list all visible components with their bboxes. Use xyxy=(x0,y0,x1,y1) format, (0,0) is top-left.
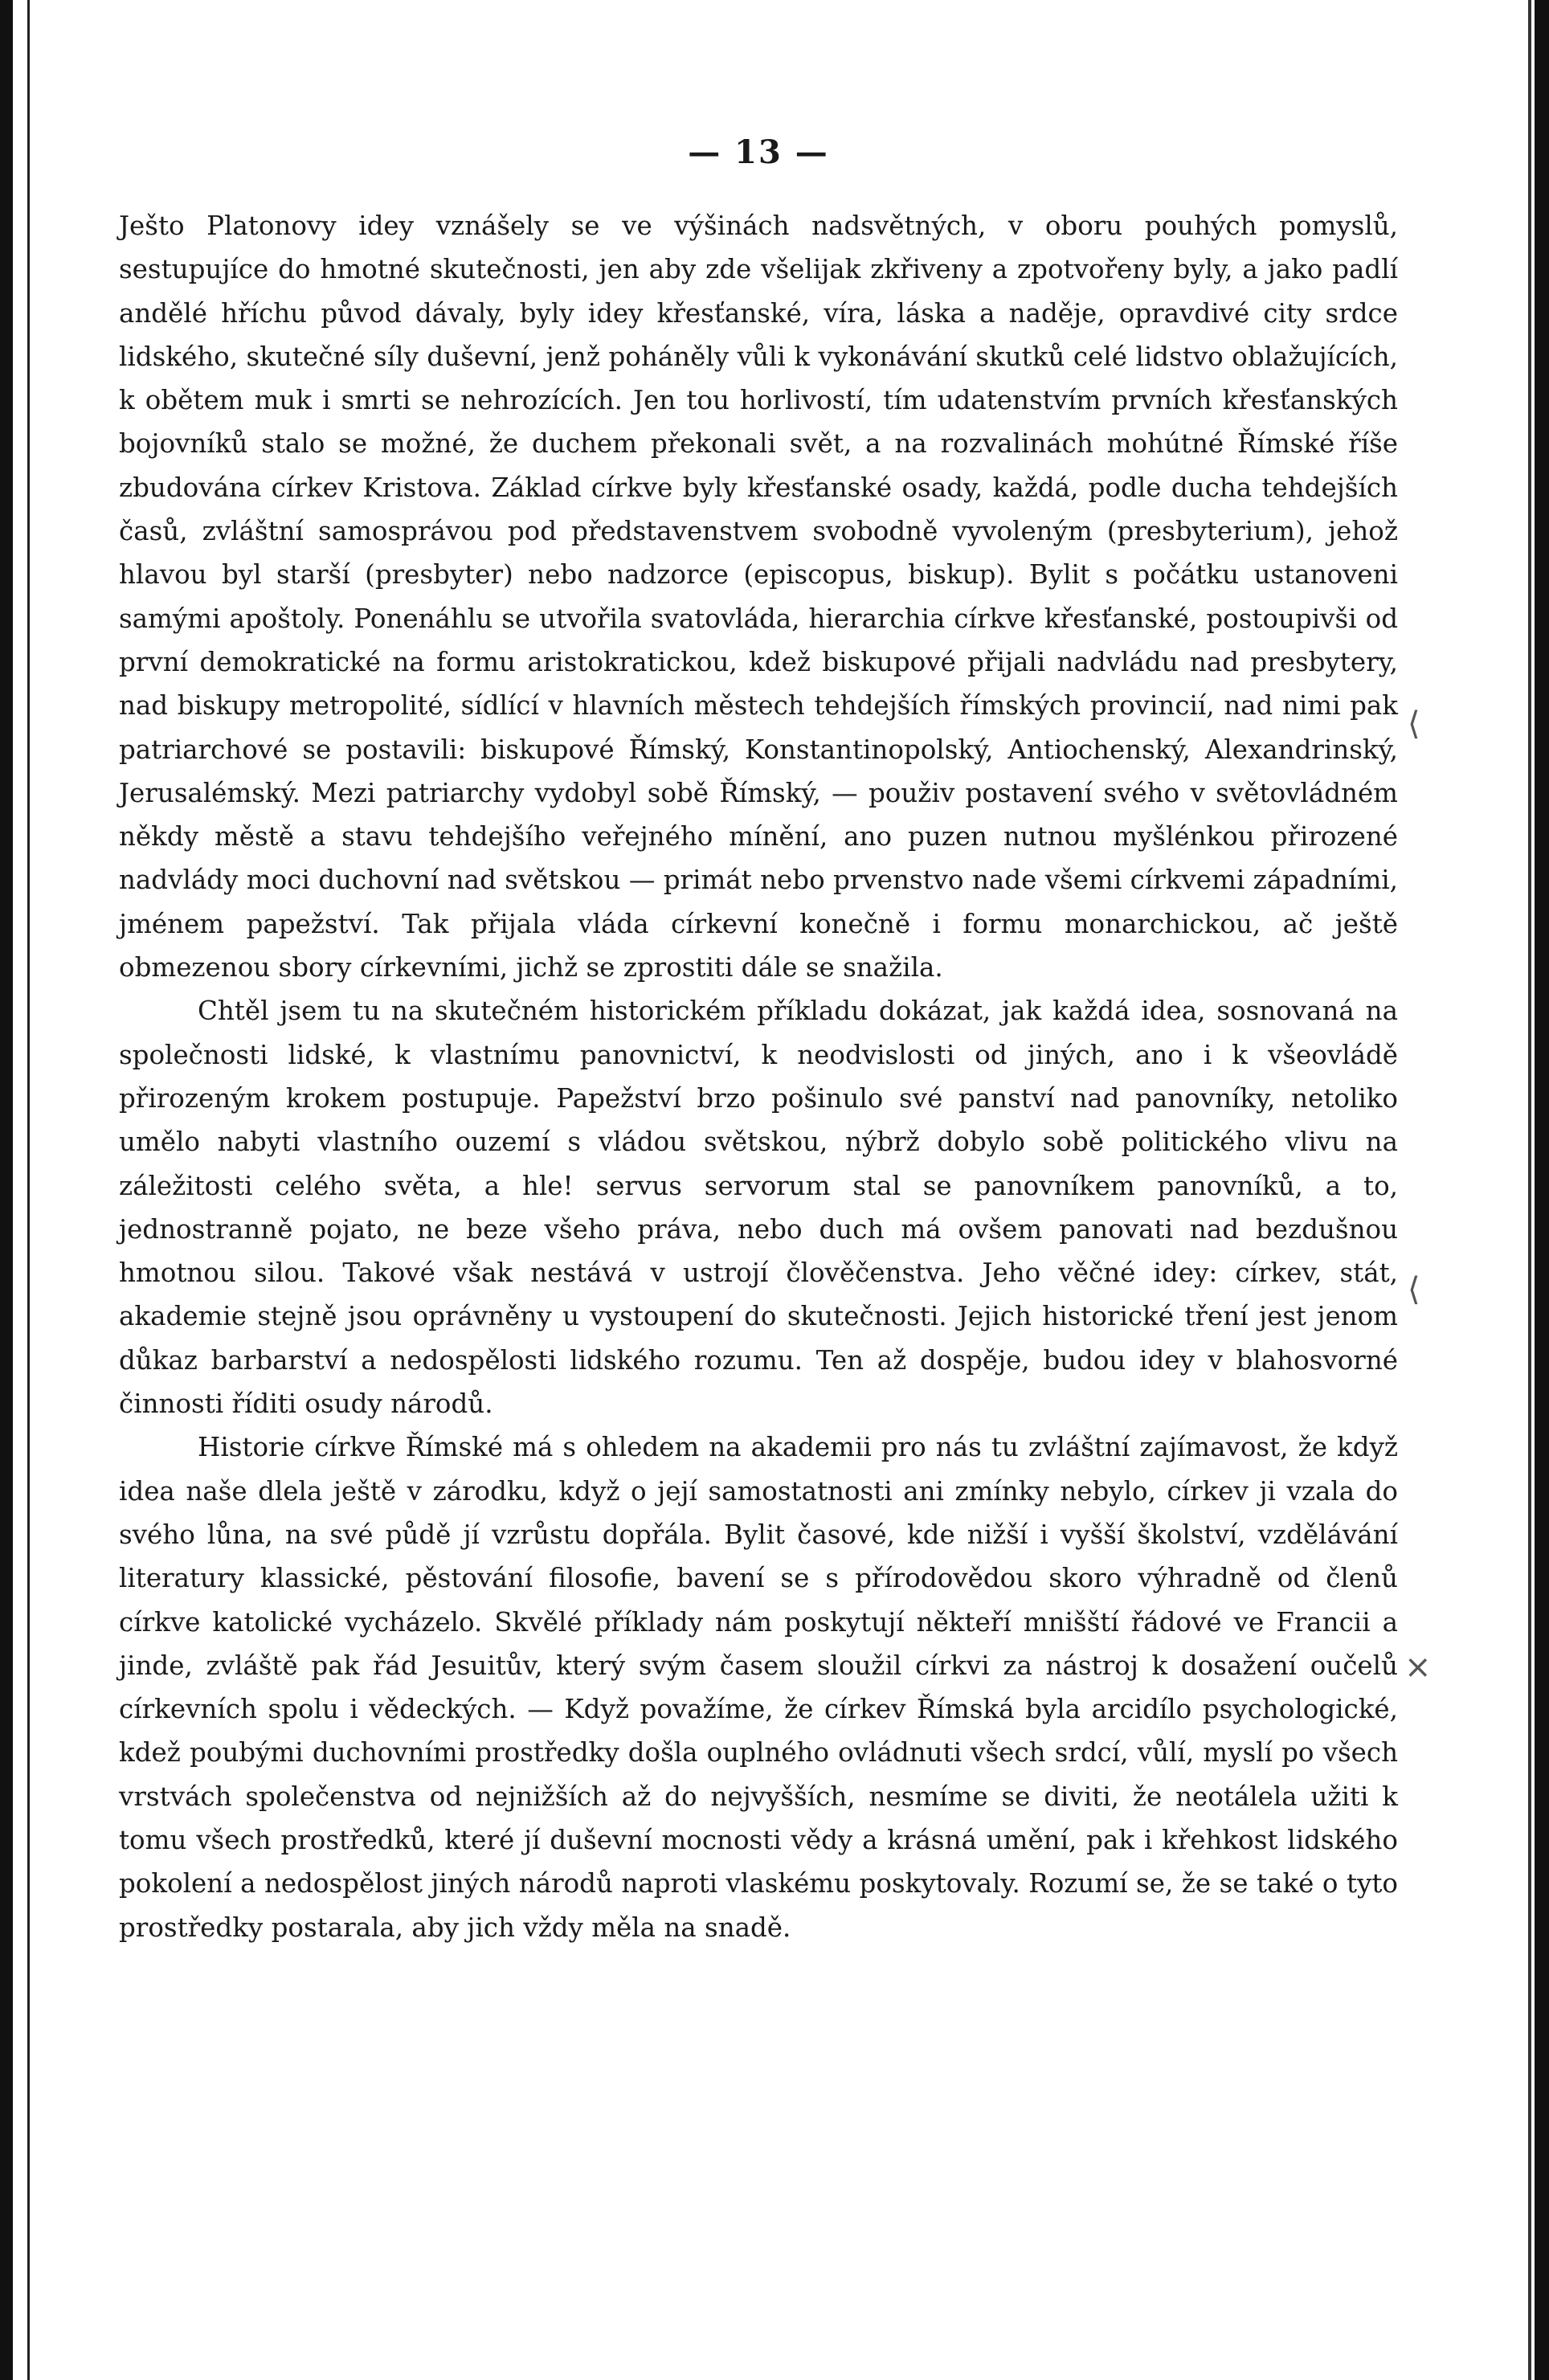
margin-mark: ⟨ xyxy=(1408,1271,1420,1308)
scan-left-line xyxy=(27,0,30,2380)
paragraph-1: Ješto Platonovy idey vznášely se ve výšinách nadsvětných, v oboru pouhých pomyslů, sestupujíce do hmotné skutečnosti, jen aby zde všelijak zkřiveny a zpotvořeny byly, a jako padlí andělé hříchu původ dávaly, byly idey křesťanské, víra, láska a naděje, opravdivé city srdce lidského, skutečné síly duševní, jenž poháněly vůli k vykonávání skutků celé lidstvo oblažujících, k obětem muk i smrti se nehrozících. Jen tou horlivostí, tím udatenstvím prvních křesťanských bojovníků stalo se možné, že duchem překonali svět, a na rozvalinách mohútné Římské říše zbudována církev Kristova. Základ církve byly křesťanské osady, každá, podle ducha tehdejších časů, zvláštní samosprávou pod představenstvem svobodně vyvoleným (presbyterium), jehož hlavou byl starší (presbyter) nebo nadzorce (episcopus, biskup). Bylit s počátku ustanoveni samými apoštoly. Ponenáhlu se utvořila svatovláda, hierarchia církve křesťanské, postoupivši od první demokratické na formu aristokratickou, kdež biskupové přijali nadvládu nad presbytery, nad biskupy metropolité, sídlící v hlavních městech tehdejších římských provincií, nad nimi pak patriarchové se postavili: biskupové Římský, Konstantinopolský, Antiochenský, Alexandrinský, Jerusalémský. Mezi patriarchy vydobyl sobě Římský, — použiv postavení svého v světovládném někdy městě a stavu tehdejšího veřejného mínění, ano puzen nutnou myšlénkou přirozené nadvlády moci duchovní nad světskou — primát nebo prvenstvo nade všemi církvemi západními, jménem papežství. Tak přijala vláda církevní konečně i formu monarchickou, ač ještě obmezenou sbory církevními, jichž se zprostiti dále se snažila. xyxy=(119,211,1398,983)
paragraph-3: Historie církve Římské má s ohledem na akademii pro nás tu zvláštní zajímavost, že když idea naše dlela ještě v zárodku, když o její samostatnosti ani zmínky nebylo, církev ji vzala do svého lůna, na své půdě jí vzrůstu dopřála. Bylit časové, kde nižší i vyšší školství, vzdělávání literatury klassické, pěstování filosofie, bavení se s přírodovědou skoro výhradně od členů církve katolické vycházelo. Skvělé příklady nám poskytují někteří mnišští řádové ve Francii a jinde, zvláště pak řád Jesuitův, který svým časem sloužil církvi za nástroj k dosažení oučelů církevních spolu i vědeckých. — Když považíme, že církev Římská byla arcidílo psychologické, kdež poubými duchovními prostředky došla ouplného ovládnuti všech srdcí, vůlí, myslí po všech vrstvách společenstva od nejnižších až do nejvyšších, nesmíme se diviti, že neotálela užiti k tomu všech prostředků, které jí duševní mocnosti vědy a krásná umění, pak i křehkost lidského pokolení a nedospělost jiných národů naproti vlaskému poskytovaly. Rozumí se, že se také o tyto prostředky postarala, aby jich vždy měla na snadě. xyxy=(119,1432,1398,1943)
scan-right-line xyxy=(1528,0,1531,2380)
margin-mark: × xyxy=(1404,1649,1432,1686)
scan-left-edge xyxy=(0,0,13,2380)
paragraph-2: Chtěl jsem tu na skutečném historickém příkladu dokázat, jak každá idea, sosnovaná na společnosti lidské, k vlastnímu panovnictví, k neodvislosti od jiných, ano i k všeovládě přirozeným krokem postupuje. Papežství brzo pošinulo své panství nad panovníky, netoliko umělo nabyti vlastního ouzemí s vládou světskou, nýbrž dobylo sobě politického vlivu na záležitosti celého světa, a hle! servus servorum stal se panovníkem panovníků, a to, jednostranně pojato, ne beze všeho práva, nebo duch má ovšem panovati nad bezdušnou hmotnou silou. Takové však nestává v ustrojí člověčenstva. Jeho věčné idey: církev, stát, akademie stejně jsou oprávněny u vystoupení do skutečnosti. Jejich historické tření jest jenom důkaz barbarství a nedospělosti lidského rozumu. Ten až dospěje, budou idey v blahosvorné činnosti říditi osudy národů. xyxy=(119,996,1398,1420)
document-page xyxy=(119,121,1398,1949)
scan-right-edge xyxy=(1535,0,1549,2380)
page-number: — 13 — xyxy=(688,133,829,171)
margin-mark: ⟨ xyxy=(1408,705,1420,742)
